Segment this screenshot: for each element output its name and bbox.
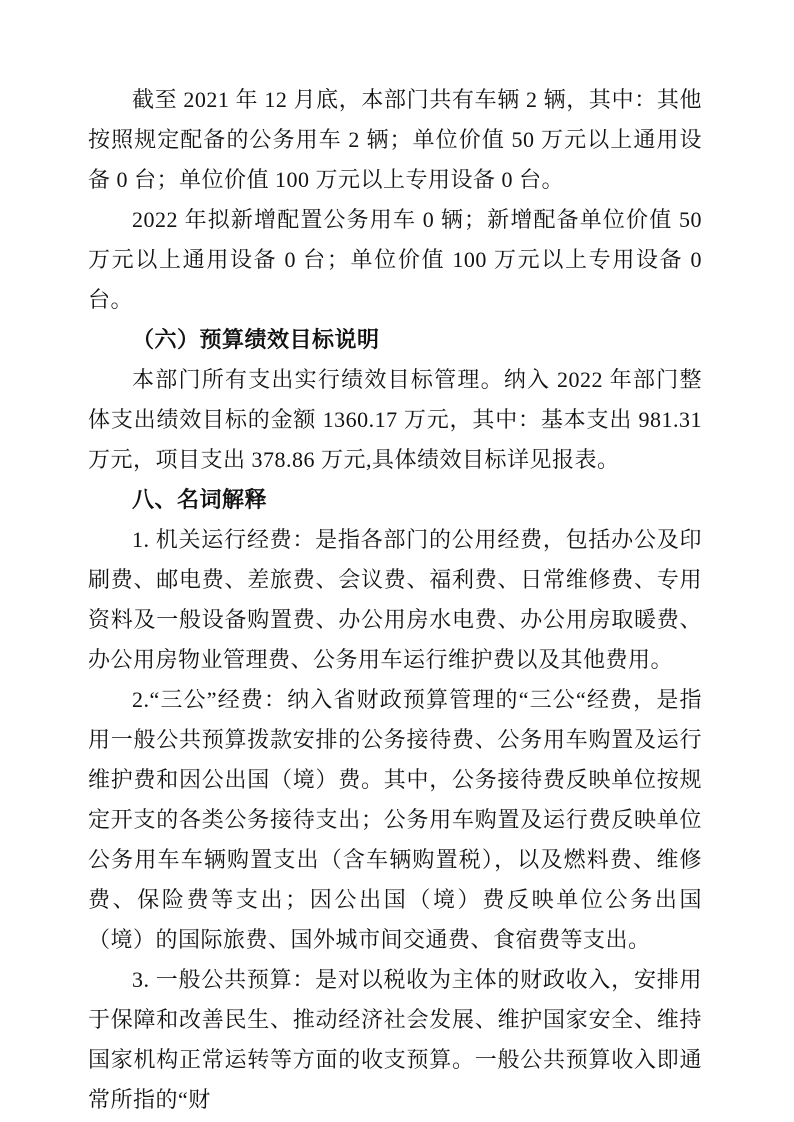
paragraph-term-three-public-expenses: 2.“三公”经费：纳入省财政预算管理的“三公“经费，是指用一般公共预算拨款安排的公务接待费、公务用车购置及运行维护费和因公出国（境）费。其中，公务接待费反映单位按规定开支的各类公务接待支出；公务用车购置及运行费反映单位公务用车车辆购置支出（含车辆购置税），以及燃料费、维修费、保险费等支出；因公出国（境）费反映单位公务出国（境）的国际旅费、国外城市间交通费、食宿费等支出。 bbox=[88, 687, 702, 952]
paragraph-term-agency-operating-expenses: 1. 机关运行经费：是指各部门的公用经费，包括办公及印刷费、邮电费、差旅费、会议费、福利费、日常维修费、专用资料及一般设备购置费、办公用房水电费、办公用房取暖费、办公用房物业管理费、公务用车运行维护费以及其他费用。 bbox=[88, 527, 702, 672]
paragraph-planned-additions-2022: 2022 年拟新增配置公务用车 0 辆；新增配备单位价值 50 万元以上通用设备 0 台；单位价值 100 万元以上专用设备 0 台。 bbox=[88, 207, 702, 312]
paragraph-performance-target-amounts: 本部门所有支出实行绩效目标管理。纳入 2022 年部门整体支出绩效目标的金额 1360.17 万元，其中：基本支出 981.31 万元，项目支出 378.86 万元,具体绩效目标详见报表。 bbox=[88, 367, 702, 472]
paragraph-vehicles-equipment-2021: 截至 2021 年 12 月底，本部门共有车辆 2 辆，其中：其他按照规定配备的公务用车 2 辆；单位价值 50 万元以上通用设备 0 台；单位价值 100 万元以上专用设备 0 台。 bbox=[88, 87, 702, 192]
heading-budget-performance-targets: （六）预算绩效目标说明 bbox=[132, 327, 380, 352]
heading-glossary: 八、名词解释 bbox=[132, 487, 268, 512]
paragraph-term-general-public-budget: 3. 一般公共预算：是对以税收为主体的财政收入，安排用于保障和改善民生、推动经济社会发展、维护国家安全、维持国家机构正常运转等方面的收支预算。一般公共预算收入即通常所指的“财 bbox=[88, 967, 702, 1112]
